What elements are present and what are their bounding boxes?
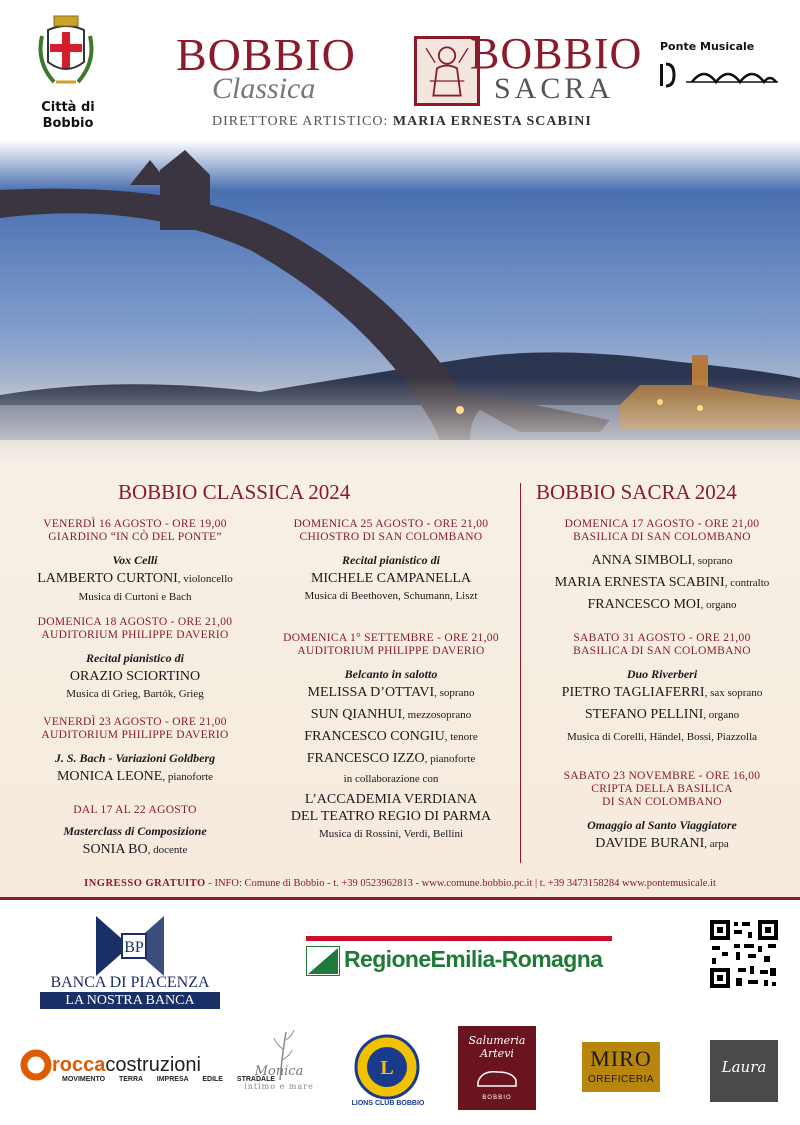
bank-subtitle: LA NOSTRA BANCA (40, 992, 220, 1009)
performer-name: MARIA ERNESTA SCABINI (554, 575, 725, 590)
monica-subtitle: intimo e mare (244, 1082, 314, 1091)
event-date: DOMENICA 17 AGOSTO - ORE 21,00 (564, 518, 760, 530)
rocca-name (52, 1054, 201, 1077)
event-classica-4 (266, 518, 516, 604)
event-date: DOMENICA 25 AGOSTO - ORE 21,00 (293, 518, 489, 530)
performer (266, 568, 516, 589)
performer-role: , docente (147, 844, 188, 856)
event-venue: BASILICA DI SAN COLOMBANO (573, 645, 751, 657)
pig-icon (472, 1064, 522, 1090)
event-venue: AUDITORIUM PHILIPPE DAVERIO (41, 729, 229, 741)
monica-name: Monica (254, 1064, 304, 1079)
laura-name: Laura (721, 1058, 767, 1076)
column-divider (520, 483, 521, 863)
event-notes: Musica di Rossini, Verdi, Bellini (318, 828, 464, 840)
performer (528, 550, 796, 572)
event-sacra-1 (528, 632, 796, 745)
performer (528, 682, 796, 704)
event-title: Recital pianistico di (342, 553, 440, 567)
event-venue: GIARDINO “IN CÒ DEL PONTE” (48, 531, 222, 543)
lions-name: LIONS CLUB BOBBIO (351, 1100, 425, 1107)
performer-role: , sax soprano (704, 687, 763, 699)
performer-role: , arpa (704, 838, 729, 850)
collab-label: in collaborazione con (343, 773, 439, 785)
performer-role: , tenore (444, 731, 478, 743)
bobbio-sacra-subtitle: SACRA (494, 72, 615, 105)
region-name: RegioneEmilia-Romagna (344, 946, 603, 972)
event-title: Vox Celli (112, 553, 158, 567)
rocca-name-a: rocca (52, 1054, 106, 1076)
event-notes: Musica di Curtoni e Bach (78, 591, 192, 603)
qr-code-icon (708, 918, 780, 990)
performer-name: FRANCESCO CONGIU (304, 729, 445, 744)
performer-role: , organo (700, 599, 737, 611)
lions-club-logo-icon (354, 1034, 420, 1100)
rocca-subtitle: MOVIMENTO TERRA IMPRESA EDILE STRADALE (62, 1076, 276, 1083)
event-title: Belcanto in salotto (344, 667, 438, 681)
event-title: Omaggio al Santo Viaggiatore (587, 818, 737, 832)
event-venue: BASILICA DI SAN COLOMBANO (573, 531, 751, 543)
performer-name: DAVIDE BURANI (595, 836, 705, 851)
event-title: Duo Riverberi (626, 667, 698, 681)
event-notes: Musica di Corelli, Händel, Bossi, Piazzolla (566, 731, 758, 743)
performer-role: , pianoforte (162, 771, 214, 783)
info-text: - INFO: Comune di Bobbio - t. +39 0523962813 - www.comune.bobbio.pc.it | t. +39 3473158284 www.pontemusicale.it (205, 878, 716, 889)
city-crest-icon (34, 12, 98, 92)
footer-rule (0, 897, 800, 900)
performer-role: , contralto (724, 577, 770, 589)
info-line (0, 878, 800, 889)
event-date: DOMENICA 18 AGOSTO - ORE 21,00 (37, 616, 233, 628)
bobbio-classica-title: BOBBIO (176, 29, 356, 80)
classica-title: BOBBIO CLASSICA 2024 (118, 480, 351, 504)
performer (10, 666, 260, 687)
performer-name: PIETRO TAGLIAFERRI (561, 685, 705, 700)
performer-name: MELISSA D’OTTAVI (307, 685, 435, 700)
region-flag-icon (306, 946, 340, 976)
performer-role: , soprano (692, 555, 733, 567)
miro-subtitle: OREFICERIA (587, 1074, 655, 1085)
event-classica-2 (10, 716, 260, 788)
event-sacra-0 (528, 518, 796, 616)
event-classica-0 (10, 518, 260, 605)
event-title: Recital pianistico di (86, 651, 184, 665)
bank-name: BANCA DI PIACENZA (50, 974, 210, 991)
rocca-name-b: costruzioni (105, 1054, 201, 1076)
performer-role: , violoncello (177, 573, 233, 585)
bobbio-classica-subtitle: Classica (212, 72, 316, 105)
performer-name: MICHELE CAMPANELLA (310, 571, 472, 586)
event-venue: CHIOSTRO DI SAN COLOMBANO (299, 531, 483, 543)
event-classica-1 (10, 616, 260, 702)
performer (528, 572, 796, 594)
svg-text:L: L (380, 1057, 394, 1079)
event-date: VENERDÌ 23 AGOSTO - ORE 21,00 (43, 716, 227, 728)
director-label: DIRETTORE ARTISTICO: (212, 114, 389, 129)
performer-name: STEFANO PELLINI (584, 707, 704, 722)
sacra-title: BOBBIO SACRA 2024 (536, 480, 737, 504)
performer-role: , mezzosoprano (402, 709, 472, 721)
city-label: Città di Bobbio (41, 100, 95, 131)
performer (10, 766, 260, 788)
event-date: SABATO 23 NOVEMBRE - ORE 16,00 (563, 770, 761, 782)
performer (10, 839, 260, 861)
svg-text:BP: BP (124, 939, 144, 956)
event-sacra-2 (528, 770, 796, 855)
performer-name: FRANCESCO MOI (587, 597, 701, 612)
banca-piacenza-logo-icon (96, 916, 164, 976)
ingresso-label: INGRESSO GRATUITO (84, 878, 206, 889)
collab-org-2: DEL TEATRO REGIO DI PARMA (290, 809, 492, 824)
event-classica-5 (266, 632, 516, 842)
director-name: MARIA ERNESTA SCABINI (392, 114, 592, 129)
salumeria-subtitle: BOBBIO (482, 1094, 512, 1101)
performer (528, 704, 796, 726)
artistic-director (212, 114, 632, 130)
event-date: SABATO 31 AGOSTO - ORE 21,00 (573, 632, 751, 644)
event-date: VENERDÌ 16 AGOSTO - ORE 19,00 (43, 518, 227, 530)
performer-name: SUN QIANHUI (310, 707, 403, 722)
event-date: DOMENICA 1° SETTEMBRE - ORE 21,00 (283, 632, 499, 644)
bobbio-sacra-title: BOBBIO (470, 29, 643, 78)
performer (528, 833, 796, 855)
event-date: DAL 17 AL 22 AGOSTO (73, 804, 197, 816)
performer-role: , pianoforte (424, 753, 476, 765)
event-notes: Musica di Grieg, Bartók, Grieg (66, 688, 204, 700)
salumeria-name: Salumeria Artevi (468, 1034, 526, 1060)
performer-name: FRANCESCO IZZO (306, 751, 425, 766)
performer-name: MONICA LEONE (56, 769, 163, 784)
performer-name: SONIA BO (82, 842, 148, 857)
miro-name: MIRO (590, 1046, 652, 1071)
performer (528, 594, 796, 616)
event-venue: AUDITORIUM PHILIPPE DAVERIO (297, 645, 485, 657)
performer (266, 748, 516, 770)
performer-name: LAMBERTO CURTONI (37, 571, 178, 586)
event-notes: Musica di Beethoven, Schumann, Liszt (304, 590, 478, 602)
performer-name: ANNA SIMBOLI (591, 553, 693, 568)
performer (266, 704, 516, 726)
event-classica-3 (10, 804, 260, 861)
performer-role: , organo (703, 709, 740, 721)
event-title: J. S. Bach - Variazioni Goldberg (54, 751, 216, 765)
performer (266, 682, 516, 704)
ponte-musicale-title: Ponte Musicale (660, 40, 755, 53)
event-title: Masterclass di Composizione (63, 824, 207, 838)
collab-org-1: L’ACCADEMIA VERDIANA (304, 792, 478, 807)
bridge-photo (0, 140, 800, 480)
performer (10, 568, 260, 590)
performer-role: , soprano (434, 687, 475, 699)
region-bar (306, 936, 612, 941)
performer (266, 726, 516, 748)
performer-name: ORAZIO SCIORTINO (69, 669, 201, 684)
event-venue: AUDITORIUM PHILIPPE DAVERIO (41, 629, 229, 641)
event-venue: CRIPTA DELLA BASILICA DI SAN COLOMBANO (591, 783, 733, 808)
